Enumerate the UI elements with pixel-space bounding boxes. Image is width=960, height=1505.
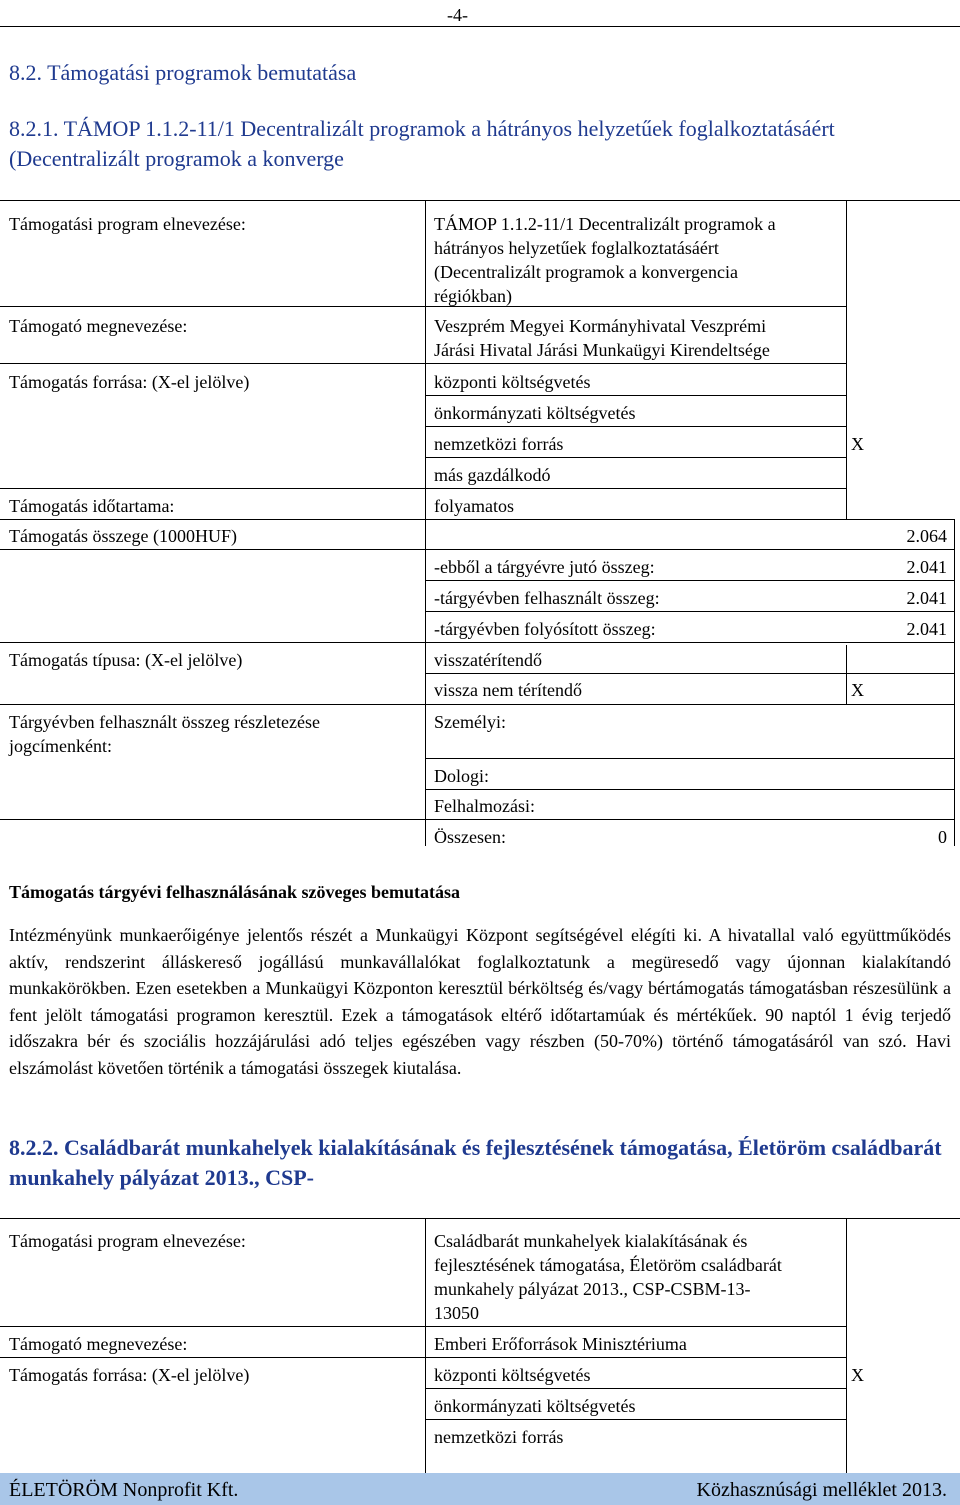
program-name-line-4: régiókban) (434, 286, 512, 306)
program-name-line-2: hátrányos helyzetűek foglalkoztatásáért (434, 238, 719, 258)
duration-label: Támogatás időtartama: (9, 496, 175, 516)
row-divider (426, 395, 847, 396)
table-top-border (0, 1218, 960, 1219)
type-mark: X (851, 680, 864, 700)
row-divider (0, 1357, 847, 1358)
sub-amount-label-1: -ebből a tárgyévre jutó összeg: (434, 557, 655, 577)
footer-organization: ÉLETÖRÖM Nonprofit Kft. (9, 1479, 239, 1501)
row-divider (0, 519, 955, 520)
source-option-municipal: önkormányzati költségvetés (434, 1396, 636, 1416)
row-divider (0, 306, 847, 307)
source-mark: X (851, 1365, 864, 1385)
amount-label: Támogatás összege (1000HUF) (9, 526, 237, 546)
program-name-line-1: Családbarát munkahelyek kialakításának és (434, 1231, 748, 1251)
source-option-central: központi költségvetés (434, 372, 591, 392)
row-divider (0, 1326, 847, 1327)
source-option-municipal: önkormányzati költségvetés (434, 403, 636, 423)
description-text: Intézményünk munkaerőigénye jelentős részét a Munkaügyi Központ segítségével elégíti ki. A hivatallal való együttműködés aktív, rendszerint álláskereső jogállású munkavállalókat foglalkoztatunk a megüresedő vagy újonnan kialakítandó munkakörökben. Ezen esetekben a Munkaügyi Központon keresztül bérköltség és/vagy bértámogatás támogatásban részesülünk a fent jelölt támogatási programon keresztül. Ezek a támogatások eltérő időtartamúak és mértékűek. 90 naptól 1 évig terjedő időszakra bér és szociális hozzájárulási adó teljes egészében vagy részben (50-70%) történő támogatásáról van szó. Havi elszámolást követően történik a támogatási összegek kiutalása. (9, 925, 951, 1078)
row-divider (426, 426, 847, 427)
total-label: Összesen: (434, 827, 506, 847)
row-divider (426, 611, 955, 612)
supporter-label: Támogató megnevezése: (9, 1334, 188, 1354)
page-footer (0, 1473, 960, 1505)
supporter-value: Emberi Erőforrások Minisztériuma (434, 1334, 687, 1354)
program-name-label: Támogatási program elnevezése: (9, 214, 246, 234)
total-value: 0 (938, 827, 947, 847)
program-name-line-4: 13050 (434, 1303, 479, 1323)
program-name-label: Támogatási program elnevezése: (9, 1231, 246, 1251)
source-mark: X (851, 434, 864, 454)
sub-amount-value-2: 2.041 (906, 588, 947, 608)
sub-amount-value-3: 2.041 (906, 619, 947, 639)
row-divider (426, 580, 955, 581)
row-divider (0, 363, 847, 364)
program-name-line-3: (Decentralizált programok a konvergencia (434, 262, 739, 282)
duration-value: folyamatos (434, 496, 514, 516)
row-divider (426, 1388, 847, 1389)
row-divider (426, 457, 847, 458)
table-right-border-lower (954, 520, 955, 846)
row-divider (426, 673, 955, 674)
table-right-border (846, 200, 847, 520)
page-number: -4- (447, 5, 468, 25)
row-divider (426, 789, 955, 790)
source-option-international: nemzetközi forrás (434, 434, 564, 454)
sub-amount-label-2: -tárgyévben felhasznált összeg: (434, 588, 660, 608)
type-option-nonrepayable: vissza nem térítendő (434, 680, 582, 700)
source-option-central: központi költségvetés (434, 1365, 591, 1385)
supporter-line-1: Veszprém Megyei Kormányhivatal Veszprémi (434, 316, 767, 336)
row-divider (0, 704, 955, 705)
amount-value: 2.064 (906, 526, 947, 546)
section-title: 8.2. Támogatási programok bemutatása (9, 60, 357, 85)
detail-item-capital: Felhalmozási: (434, 796, 535, 816)
supporter-label: Támogató megnevezése: (9, 316, 188, 336)
subsection-title-1: 8.2.1. TÁMOP 1.1.2-11/1 Decentralizált programok a hátrányos helyzetűek foglalkoztatásáért (Decentralizált programok a konverge (9, 116, 835, 171)
row-divider (426, 758, 955, 759)
supporter-line-2: Járási Hivatal Járási Munkaügyi Kirendeltsége (434, 340, 770, 360)
row-divider (0, 819, 955, 820)
footer-document-title: Közhasznúsági melléklet 2013. (696, 1479, 947, 1501)
table-col-divider (425, 200, 426, 520)
sub-amount-value-1: 2.041 (906, 557, 947, 577)
table-top-border (0, 200, 960, 201)
source-option-international: nemzetközi forrás (434, 1427, 564, 1447)
program-name-line-3: munkahely pályázat 2013., CSP-CSBM-13- (434, 1279, 751, 1299)
type-label: Támogatás típusa: (X-el jelölve) (9, 650, 243, 670)
description-title: Támogatás tárgyévi felhasználásának szöveges bemutatása (9, 882, 460, 902)
detail-label-line-1: Tárgyévben felhasznált összeg részletezése (9, 712, 321, 732)
program-name-line-1: TÁMOP 1.1.2-11/1 Decentralizált programok a (434, 214, 776, 234)
row-divider (0, 642, 955, 643)
type-option-repayable: visszatérítendő (434, 650, 542, 670)
program-name-line-2: fejlesztésének támogatása, Életöröm családbarát (434, 1255, 782, 1275)
table-col-divider-mid (425, 520, 426, 846)
table-col-divider-lower (846, 645, 847, 705)
row-divider (0, 549, 955, 550)
source-label: Támogatás forrása: (X-el jelölve) (9, 372, 250, 392)
row-divider (0, 488, 847, 489)
detail-item-material: Dologi: (434, 766, 490, 786)
source-option-other: más gazdálkodó (434, 465, 551, 485)
table-right-border (846, 1218, 847, 1473)
detail-label-line-2: jogcímenként: (9, 736, 112, 756)
subsection-title-2: 8.2.2. Családbarát munkahelyek kialakításának és fejlesztésének támogatása, Életöröm családbarát munkahely pályázat 2013., CSP- (9, 1135, 942, 1190)
table-col-divider (425, 1218, 426, 1473)
row-divider (426, 1419, 847, 1420)
header-rule (0, 26, 960, 27)
sub-amount-label-3: -tárgyévben folyósított összeg: (434, 619, 656, 639)
source-label: Támogatás forrása: (X-el jelölve) (9, 1365, 250, 1385)
detail-item-personnel: Személyi: (434, 712, 506, 732)
